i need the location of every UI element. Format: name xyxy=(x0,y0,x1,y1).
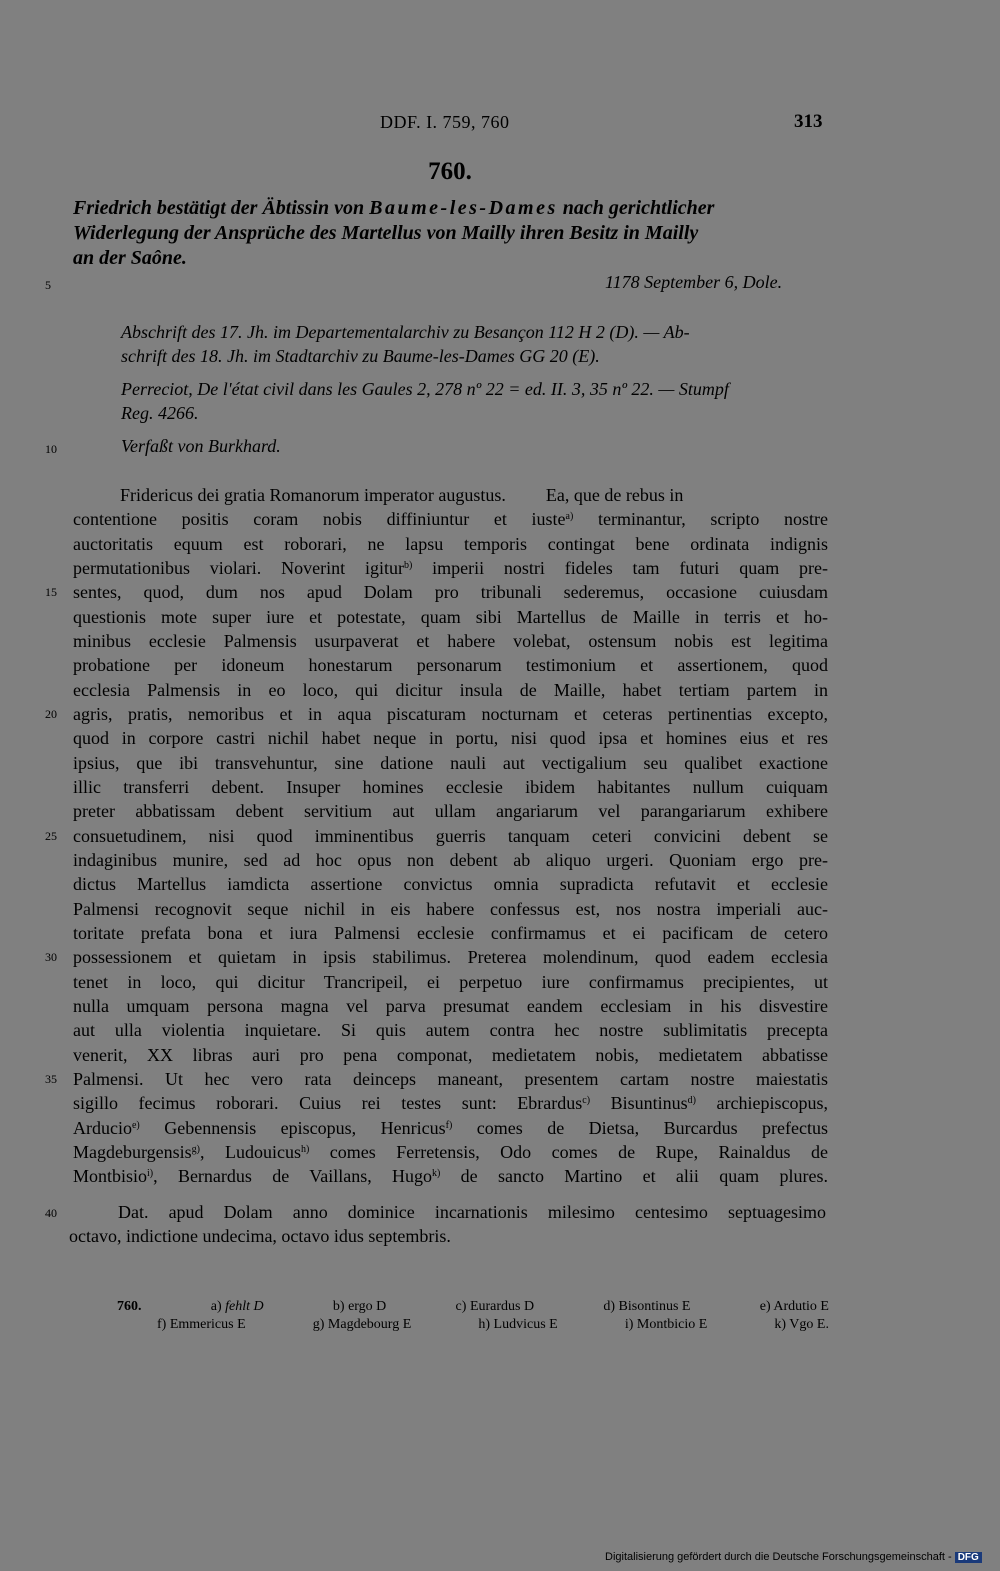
provenance-editions: Perreciot, De l'état civil dans les Gaules 2, 278 nº 22 = ed. II. 3, 35 nº 22. — Stumpf Reg. 4266. xyxy=(121,379,729,423)
margin-line-number: 20 xyxy=(45,706,57,721)
footnote-marker: a) xyxy=(565,511,574,523)
text-line: preter abbatissam debent servitium aut ullam angariarum vel parangariarum exhibere xyxy=(73,801,828,822)
text-line: sigillo fecimus roborari. Cuius rei testes sunt: Ebrardus$^{c)}$ Bisuntinus$^{d)}$ archiepiscopus, xyxy=(73,1093,828,1114)
footnote-item: d) Bisontinus E xyxy=(603,1299,691,1314)
dating-line: Dat. apud Dolam anno dominice incarnationis milesimo centesimo septuagesimo xyxy=(118,1202,826,1222)
footnote-marker: i) xyxy=(147,1168,154,1180)
provenance-manuscripts: Abschrift des 17. Jh. im Departementalarchiv zu Besançon 112 H 2 (D). — Ab- schrift des 18. Jh. im Stadtarchiv zu Baume-les-Dames GG 20 (E). xyxy=(121,322,690,366)
footnote-item: a) fehlt D xyxy=(210,1299,264,1314)
footnotes xyxy=(117,1298,829,1334)
footnote-marker: c) xyxy=(582,1095,591,1107)
text-line: Arducio$^{e)}$ Gebennensis episcopus, Henricus$^{f)}$ comes de Dietsa, Burcardus prefectus xyxy=(73,1117,828,1138)
text-line: ecclesia Palmensis in eo loco, qui dicitur insula de Maille, habet tertiam partem in xyxy=(73,679,828,700)
text-line: ipsius, que ibi transvehuntur, sine datione nauli aut vectigalium seu qualibet exactione xyxy=(73,752,828,773)
footnote-item: i) Montbicio E xyxy=(624,1317,708,1332)
margin-line-number: 35 xyxy=(45,1071,57,1086)
text-line: dictus Martellus iamdicta assertione convictus omnia supradicta refutavit et ecclesie xyxy=(73,874,828,895)
text-line: agris, pratis, nemoribus et in aqua piscaturam nocturnam et ceteras pertinentias excepto, xyxy=(73,703,828,724)
text-line: tenet in loco, qui dicitur Trancripeil, ei perpetuo iure confirmamus precipientes, ut xyxy=(73,971,828,992)
dating-line: octavo, indictione undecima, octavo idus septembris. xyxy=(69,1226,451,1247)
document-number: 760. xyxy=(428,158,472,185)
text-line: Palmensi. Ut hec vero rata deinceps maneant, presentem cartam nostre maiestatis xyxy=(73,1068,828,1089)
text-line: probatione per idoneum honestarum personarum testimonium et assertionem, quod xyxy=(73,655,828,676)
margin-line-number: 15 xyxy=(45,585,57,600)
margin-line-number: 40 xyxy=(45,1206,57,1220)
text-line: venerit, XX libras auri pro pena componat, medietatem nobis, medietatem abbatisse xyxy=(73,1044,828,1065)
footnote-marker: e) xyxy=(131,1119,140,1131)
regest-line: Friedrich bestätigt der Äbtissin von Baume-les-Dames nach gerichtlicher xyxy=(73,197,715,219)
text-line: Montbisio$^{i)}$, Bernardus de Vaillans, Hugo$^{k)}$ de sancto Martino et alii quam plures. xyxy=(73,1166,828,1187)
text-line: questionis mote super iure et potestate, quam sibi Martellus de Maille in terris et ho- xyxy=(73,606,828,627)
text-line: toritate prefata bona et iura Palmensi ecclesie confirmamus et ei pacificam de cetero xyxy=(73,922,828,943)
text-line: consuetudinem, nisi quod imminentibus guerris tanquam ceteri convicini debent se xyxy=(73,825,828,846)
footnote-marker: k) xyxy=(432,1168,441,1180)
regest-line: an der Saône. xyxy=(73,247,187,269)
regest-line: Widerlegung der Ansprüche des Martellus von Mailly ihren Besitz in Mailly xyxy=(73,222,699,244)
margin-line-number: 5 xyxy=(45,278,51,292)
margin-line-number: 25 xyxy=(45,828,57,843)
margin-line-number: 30 xyxy=(45,950,57,965)
regest xyxy=(73,196,829,271)
provenance-author: Verfaßt von Burkhard. xyxy=(121,436,281,456)
date-line: 1178 September 6, Dole. xyxy=(605,272,783,292)
footnote-marker: h) xyxy=(300,1143,310,1155)
digitization-credit: Digitalisierung gefördert durch die Deutsche Forschungsgemeinschaft - DFG xyxy=(605,1551,982,1563)
running-head: DDF. I. 759, 760 xyxy=(380,112,510,132)
text-line: Magdeburgensis$^{g)}$, Ludouicus$^{h)}$ comes Ferretensis, Odo comes de Rupe, Rainaldus de xyxy=(73,1141,828,1162)
text-line: Fridericus dei gratia Romanorum imperator augustus. Ea, que de rebus in xyxy=(120,485,684,505)
footnote-marker: b) xyxy=(403,559,413,571)
page-number: 313 xyxy=(794,111,823,132)
footnote-item: f) Emmericus E xyxy=(157,1317,246,1332)
footnote-item: e) Ardutio E xyxy=(759,1299,829,1314)
text-line: sentes, quod, dum nos apud Dolam pro tribunali sederemus, occasione cuiusdam xyxy=(73,582,828,603)
footnote-marker: g) xyxy=(191,1143,200,1155)
text-line: possessionem et quietam in ipsis stabilimus. Preterea molendinum, quod eadem ecclesia xyxy=(73,947,828,968)
footnote-item: b) ergo D xyxy=(332,1299,387,1314)
text-line: Palmensi recognovit seque nichil in eis habere confessus est, nos nostra imperiali auc- xyxy=(73,898,828,919)
footnote-item: c) Eurardus D xyxy=(455,1299,535,1314)
footnote-row xyxy=(117,1316,829,1334)
footnote-item: h) Ludvicus E xyxy=(478,1317,558,1332)
footnote-item: k) Vgo E. xyxy=(774,1317,829,1332)
text-line: quod in corpore castri nichil habet neque in portu, nisi quod ipsa et homines eius et res xyxy=(73,728,828,749)
text-line: indaginibus munire, sed ad hoc opus non debent ab aliquo urgeri. Quoniam ergo pre- xyxy=(73,849,828,870)
text-line: minibus ecclesie Palmensis usurpaverat et habere volebat, ostensum nobis est legitima xyxy=(73,630,828,651)
margin-line-number: 10 xyxy=(45,442,57,456)
text-line: illic transferri debent. Insuper homines ecclesie ibidem habitantes nullum cuiquam xyxy=(73,776,828,797)
text-line: contentione positis coram nobis diffiniuntur et iuste$^{a)}$ terminantur, scripto nostre xyxy=(73,509,828,530)
text-line: aut ulla violentia inquietare. Si quis autem contra hec nostre sublimitatis precepta xyxy=(73,1020,828,1041)
footnote-marker: f) xyxy=(445,1119,453,1131)
footnote-row xyxy=(117,1298,829,1316)
footnote-label: 760. xyxy=(117,1299,142,1314)
text-line: auctoritatis equum est roborari, ne lapsu temporis contingat bene ordinata indignis xyxy=(73,533,828,554)
footnote-item: g) Magdebourg E xyxy=(312,1317,412,1332)
text-line: permutationibus violari. Noverint igitur$^{b)}$ imperii nostri fideles tam futuri quam pre- xyxy=(73,557,828,578)
dfg-logo: DFG xyxy=(955,1552,982,1563)
text-line: nulla umquam persona magna vel parva presumat eandem ecclesiam in his disvestire xyxy=(73,995,828,1016)
footnote-marker: d) xyxy=(687,1095,696,1107)
